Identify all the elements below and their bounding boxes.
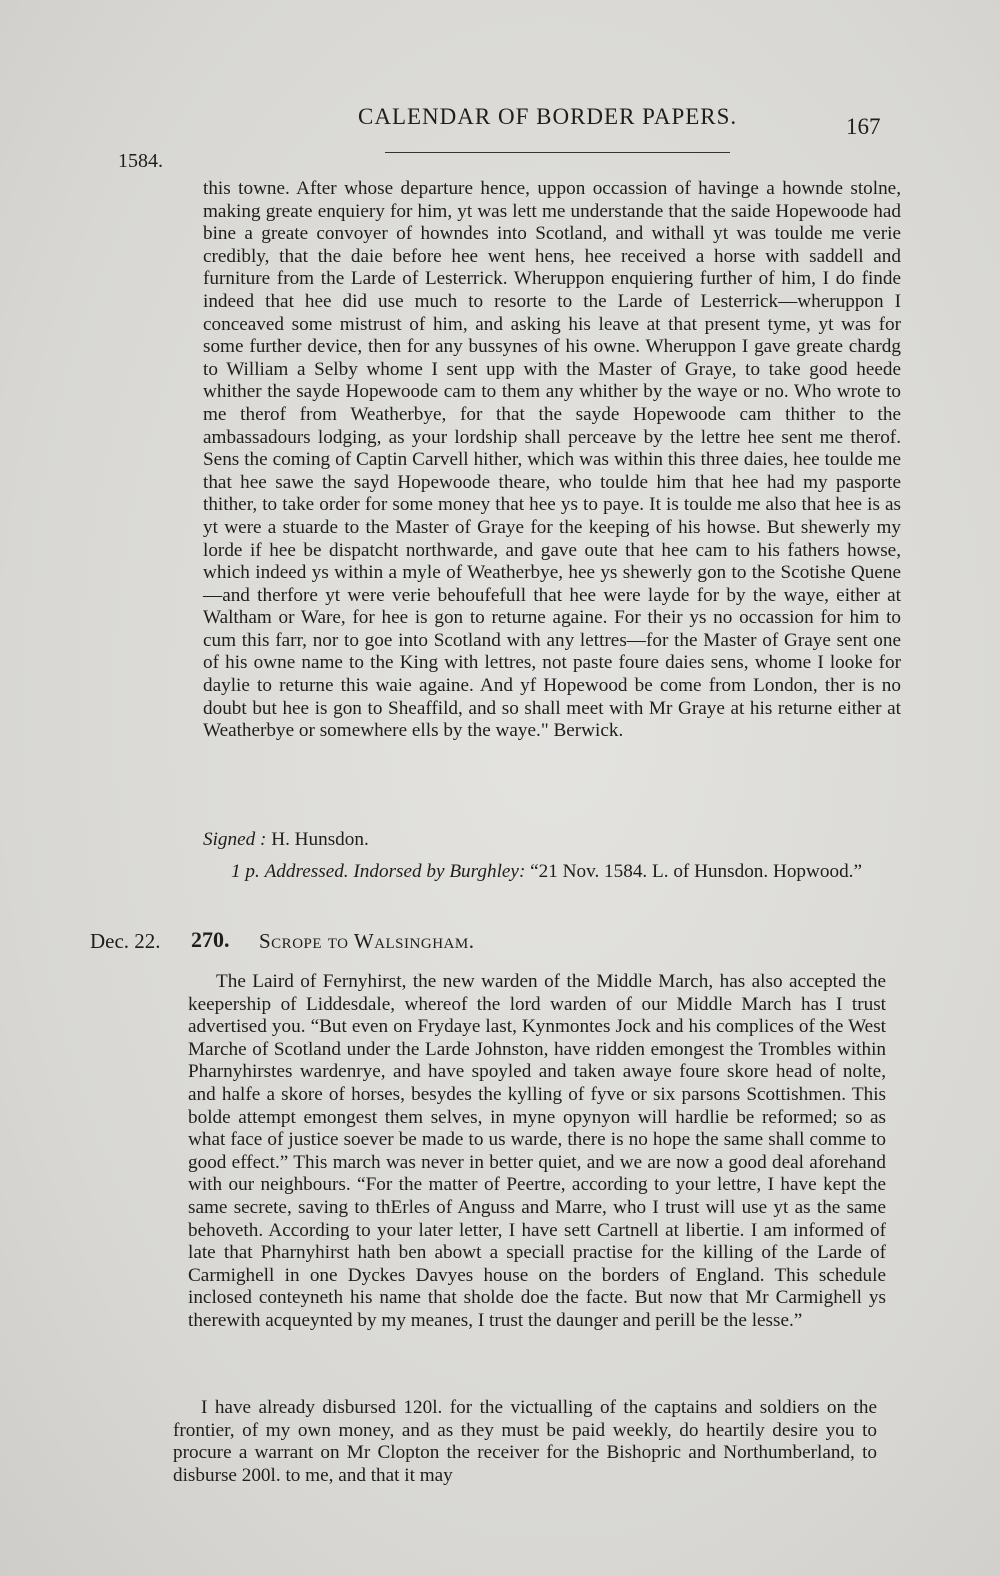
continuation-paragraph [203,178,901,743]
page-number: 167 [846,114,881,139]
endorse-addressed: Addressed. [264,861,349,882]
entry-date: Dec. 22. [90,929,161,953]
entry-title: Scrope to Walsingham. [259,929,475,953]
endorsement [203,861,889,884]
entry-paragraph-1-text: The Laird of Fernyhirst, the new warden of the Middle March, has also accepted the keepership of Liddesdale, whereof the lord warden of our Middle March has I trust advertised you. “But even on Frydaye last, Kynmontes Jock and his complices of the West Marche of Scotland under the Larde Johnston, have ridden emongest the Trombles within Pharnyhirstes wardenrye, and have spoyled and taken awaye foure skore head of nolte, and halfe a skore of horses, besydes the kylling of fyve or six parsons Scottishmen. This bolde attempt emongest them selves, in myne opynyon will hardlie be reformed; so as what face of justice soever be made to us warde, there is no hope the same shall comme to good effect.” This march was never in better quiet, and we are now a good deal aforehand with our neighbours. “For the matter of Peertre, according to your lettre, I have kept the same secrete, saving to thErles of Anguss and Marre, who I trust will use yt as the same behoveth. According to your later letter, I have sett Cartnell at libertie. I am informed of late that Pharnyhirst hath ben abowt a speciall practise for the killing of the Larde of Carmighell in one Dyckes Davyes house on the borders of England. This schedule inclosed conteyneth his name that sholde doe the facte. But now that Mr Carmighell ys therewith acqueynted by my meanes, I trust the daunger and perill be the lesse.” [188,971,886,1331]
signed-name: H. Hunsdon. [271,829,369,850]
signed-label: Signed : [203,829,267,850]
continuation-text: this towne. After whose departure hence, uppon occassion of havinge a hownde stolne, making greate enquiery for him, yt was lett me understande that the saide Hopewoode had bine a greate convoyer of howndes into Scotland, and withall yt was toulde me verie credibly, that the daie before hee went hens, hee received a horse with saddell and furniture from the Larde of Lesterrick. Wheruppon enquiering further of him, I do finde indeed that hee did use much to resorte to the Larde of Lesterrick—wheruppon I conceaved some mistrust of him, and asking his leave at that present tyme, yt was for some further device, then for any bussynes of his owne. Wheruppon I gave greate chardg to William a Selby whome I sent upp with the Master of Graye, to take good heede whither the sayde Hopewoode cam to them any whither by the waye or no. Who wrote to me therof from Weatherbye, for that the sayde Hopewoode cam thither to the ambassadours lodging, as your lordship shall perceave by the lettre hee sent me therof. Sens the coming of Captin Carvell hither, which was within this three daies, hee toulde me that hee sawe the sayd Hopewoode theare, who toulde him that hee had my pasporte thither, to take order for some money that hee ys to paye. It is toulde me also that hee is as yt were a stuarde to the Master of Graye for the keeping of his howse. But shewerly my lorde if hee be dispatcht northwarde, and gave oute that hee cam to his fathers howse, which indeed ys within a myle of Weatherbye, hee ys shewerly gon to the Scotishe Quene—and therfore yt were verie behoufefull that hee were layde for by the waye, either at Waltham or Ware, for hee is gon to returne againe. For their ys no occassion for him to cum this farr, nor to goe into Scotland with any lettres—for the Master of Graye sent one of his owne name to the King with lettres, not paste foure daies sens, whome I looke for daylie to returne this waie againe. And yf Hopewood be come from London, ther is no doubt but hee is gon to Sheaffild, and so shall meet with Mr Graye at his returne either at Weatherbye or somewhere ells by the waye." Berwick. [203,178,901,742]
entry-paragraph-1 [188,971,886,1333]
entry-paragraph-2 [173,1397,877,1487]
endorse-text: “21 Nov. 1584. L. of Hunsdon. Hopwood.” [530,861,862,882]
entry-number: 270. [191,927,230,952]
header-rule [385,152,730,153]
margin-year: 1584. [118,150,163,172]
signature-line [203,829,369,851]
running-head: CALENDAR OF BORDER PAPERS. [358,104,738,129]
entry-paragraph-2-text: I have already disbursed 120l. for the victualling of the captains and soldiers on the frontier, of my own money, and as they must be paid weekly, do heartily desire you to procure a warrant on Mr Clopton the receiver for the Bishopric and Northumberland, to disburse 200l. to me, and that it may [173,1397,877,1486]
endorse-pages: 1 p. [231,861,260,882]
endorse-indorsed: Indorsed by Burghley: [353,861,526,882]
